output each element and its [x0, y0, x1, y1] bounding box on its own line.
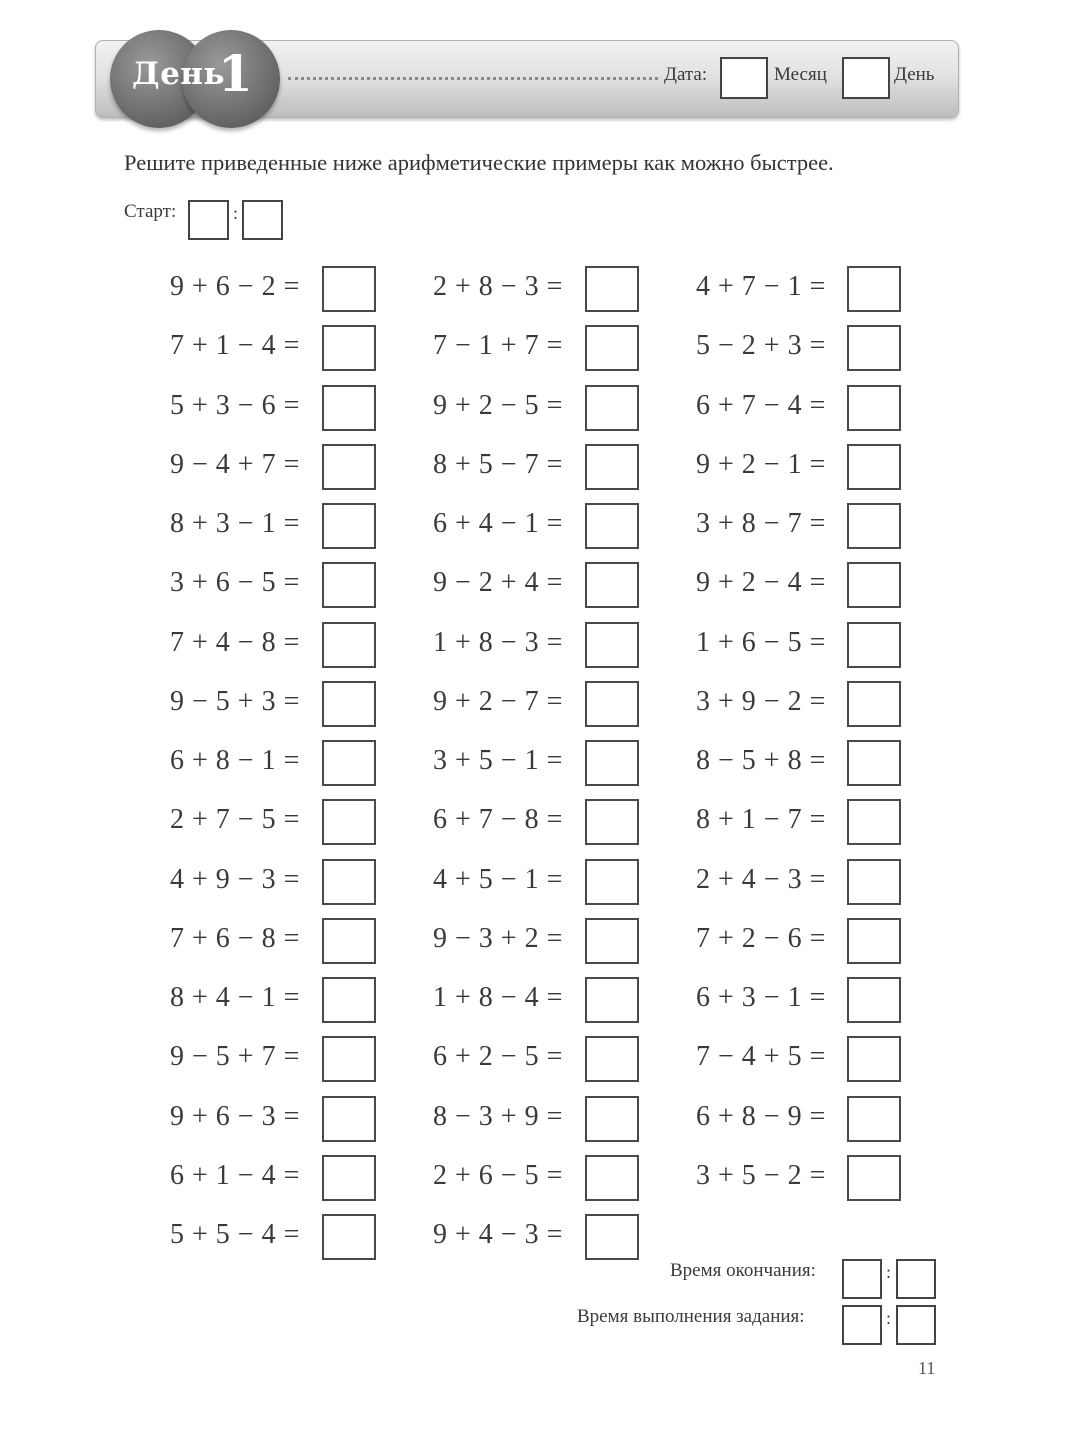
problem-expression: 7 + 2 − 6 = [696, 922, 826, 954]
answer-box[interactable] [585, 859, 639, 905]
answer-box[interactable] [585, 503, 639, 549]
problem-expression: 6 + 3 − 1 = [696, 982, 826, 1013]
answer-box[interactable] [585, 1155, 639, 1201]
problem-expression: 8 − 5 + 8 = [696, 745, 826, 776]
answer-box[interactable] [322, 1155, 376, 1201]
answer-box[interactable] [322, 681, 376, 727]
end-colon: : [886, 1262, 892, 1282]
problem-expression: 9 − 4 + 7 = [170, 448, 300, 480]
problem-expression: 4 + 7 − 1 = [696, 271, 826, 302]
answer-box[interactable] [847, 740, 901, 786]
answer-box[interactable] [322, 622, 376, 668]
page-number: 11 [918, 1358, 936, 1378]
answer-box[interactable] [322, 918, 376, 964]
answer-box[interactable] [322, 562, 376, 608]
problem-expression: 9 + 6 − 3 = [170, 1100, 300, 1132]
answer-box[interactable] [322, 266, 376, 312]
problem-expression: 8 + 4 − 1 = [170, 982, 300, 1013]
problem-expression: 9 − 3 + 2 = [433, 922, 563, 954]
date-label: Дата: [664, 64, 708, 85]
problem-expression: 1 + 8 − 4 = [433, 982, 563, 1013]
problem-expression: 1 + 6 − 5 = [696, 626, 826, 658]
duration-label: Время выполнения задания: [577, 1306, 805, 1327]
answer-box[interactable] [322, 1036, 376, 1082]
answer-box[interactable] [585, 1036, 639, 1082]
answer-box[interactable] [322, 740, 376, 786]
answer-box[interactable] [585, 444, 639, 490]
problem-expression: 2 + 8 − 3 = [433, 271, 563, 302]
problem-expression: 9 + 2 − 4 = [696, 567, 826, 599]
answer-box[interactable] [847, 799, 901, 845]
problem-expression: 4 + 5 − 1 = [433, 863, 563, 895]
answer-box[interactable] [322, 799, 376, 845]
duration-minutes-box[interactable] [896, 1305, 936, 1345]
problem-expression: 3 + 5 − 1 = [433, 745, 563, 776]
problem-expression: 6 + 7 − 4 = [696, 389, 826, 421]
day-word: День [132, 56, 226, 92]
problem-expression: 3 + 9 − 2 = [696, 685, 826, 717]
start-label: Старт: [124, 201, 177, 222]
problem-expression: 4 + 9 − 3 = [170, 863, 300, 895]
problem-expression: 9 + 6 − 2 = [170, 271, 300, 302]
end-minutes-box[interactable] [896, 1259, 936, 1299]
problem-expression: 7 + 1 − 4 = [170, 330, 300, 362]
problem-expression: 2 + 4 − 3 = [696, 863, 826, 895]
answer-box[interactable] [847, 1036, 901, 1082]
answer-box[interactable] [847, 562, 901, 608]
problem-expression: 3 + 6 − 5 = [170, 567, 300, 599]
start-minutes-box[interactable] [242, 200, 283, 240]
problem-expression: 2 + 7 − 5 = [170, 804, 300, 836]
duration-colon: : [886, 1308, 892, 1328]
instruction-text: Решите приведенные ниже арифметические примеры как можно быстрее. [124, 150, 834, 175]
answer-box[interactable] [847, 918, 901, 964]
problem-expression: 8 − 3 + 9 = [433, 1100, 563, 1132]
problem-expression: 3 + 5 − 2 = [696, 1159, 826, 1191]
problem-expression: 6 + 2 − 5 = [433, 1041, 563, 1073]
answer-box[interactable] [322, 444, 376, 490]
answer-box[interactable] [847, 1096, 901, 1142]
problem-expression: 5 + 5 − 4 = [170, 1219, 300, 1250]
day-input-box[interactable] [842, 57, 890, 99]
day-number: 1 [218, 44, 253, 103]
problem-expression: 9 + 2 − 7 = [433, 685, 563, 717]
dotted-leader [288, 77, 658, 80]
problem-expression: 5 + 3 − 6 = [170, 389, 300, 421]
answer-box[interactable] [847, 622, 901, 668]
month-label: Месяц [774, 64, 827, 85]
problem-expression: 9 − 5 + 3 = [170, 685, 300, 717]
problem-expression: 6 + 1 − 4 = [170, 1159, 300, 1191]
answer-box[interactable] [847, 266, 901, 312]
answer-box[interactable] [322, 1096, 376, 1142]
answer-box[interactable] [322, 503, 376, 549]
answer-box[interactable] [585, 325, 639, 371]
problem-expression: 9 + 2 − 5 = [433, 389, 563, 421]
problem-expression: 9 − 2 + 4 = [433, 567, 563, 599]
answer-box[interactable] [585, 385, 639, 431]
problem-expression: 6 + 7 − 8 = [433, 804, 563, 836]
problem-expression: 8 + 5 − 7 = [433, 448, 563, 480]
answer-box[interactable] [585, 977, 639, 1023]
answer-box[interactable] [585, 1096, 639, 1142]
answer-box[interactable] [585, 918, 639, 964]
answer-box[interactable] [585, 1214, 639, 1260]
end-time-label: Время окончания: [670, 1260, 816, 1281]
answer-box[interactable] [585, 562, 639, 608]
start-colon: : [233, 203, 239, 223]
problem-expression: 1 + 8 − 3 = [433, 626, 563, 658]
problem-expression: 6 + 8 − 9 = [696, 1100, 826, 1132]
problem-expression: 3 + 8 − 7 = [696, 508, 826, 539]
answer-box[interactable] [847, 325, 901, 371]
answer-box[interactable] [322, 977, 376, 1023]
problem-expression: 7 − 1 + 7 = [433, 330, 563, 362]
day-label: День [894, 64, 935, 85]
problem-expression: 9 − 5 + 7 = [170, 1041, 300, 1073]
end-hours-box[interactable] [842, 1259, 882, 1299]
answer-box[interactable] [585, 266, 639, 312]
problem-expression: 9 + 2 − 1 = [696, 448, 826, 480]
answer-box[interactable] [847, 859, 901, 905]
answer-box[interactable] [847, 681, 901, 727]
answer-box[interactable] [322, 385, 376, 431]
problem-expression: 7 + 4 − 8 = [170, 626, 300, 658]
problem-expression: 2 + 6 − 5 = [433, 1159, 563, 1191]
answer-box[interactable] [585, 799, 639, 845]
problem-expression: 8 + 1 − 7 = [696, 804, 826, 836]
problem-expression: 9 + 4 − 3 = [433, 1219, 563, 1250]
month-input-box[interactable] [720, 57, 768, 99]
problem-expression: 8 + 3 − 1 = [170, 508, 300, 539]
answer-box[interactable] [322, 1214, 376, 1260]
answer-box[interactable] [322, 859, 376, 905]
answer-box[interactable] [847, 503, 901, 549]
answer-box[interactable] [585, 740, 639, 786]
answer-box[interactable] [585, 681, 639, 727]
problem-expression: 7 − 4 + 5 = [696, 1041, 826, 1073]
answer-box[interactable] [585, 622, 639, 668]
answer-box[interactable] [847, 385, 901, 431]
problem-expression: 6 + 8 − 1 = [170, 745, 300, 776]
problem-expression: 5 − 2 + 3 = [696, 330, 826, 362]
answer-box[interactable] [847, 977, 901, 1023]
answer-box[interactable] [322, 325, 376, 371]
problem-expression: 6 + 4 − 1 = [433, 508, 563, 539]
start-hours-box[interactable] [188, 200, 229, 240]
answer-box[interactable] [847, 1155, 901, 1201]
answer-box[interactable] [847, 444, 901, 490]
problem-expression: 7 + 6 − 8 = [170, 922, 300, 954]
duration-hours-box[interactable] [842, 1305, 882, 1345]
